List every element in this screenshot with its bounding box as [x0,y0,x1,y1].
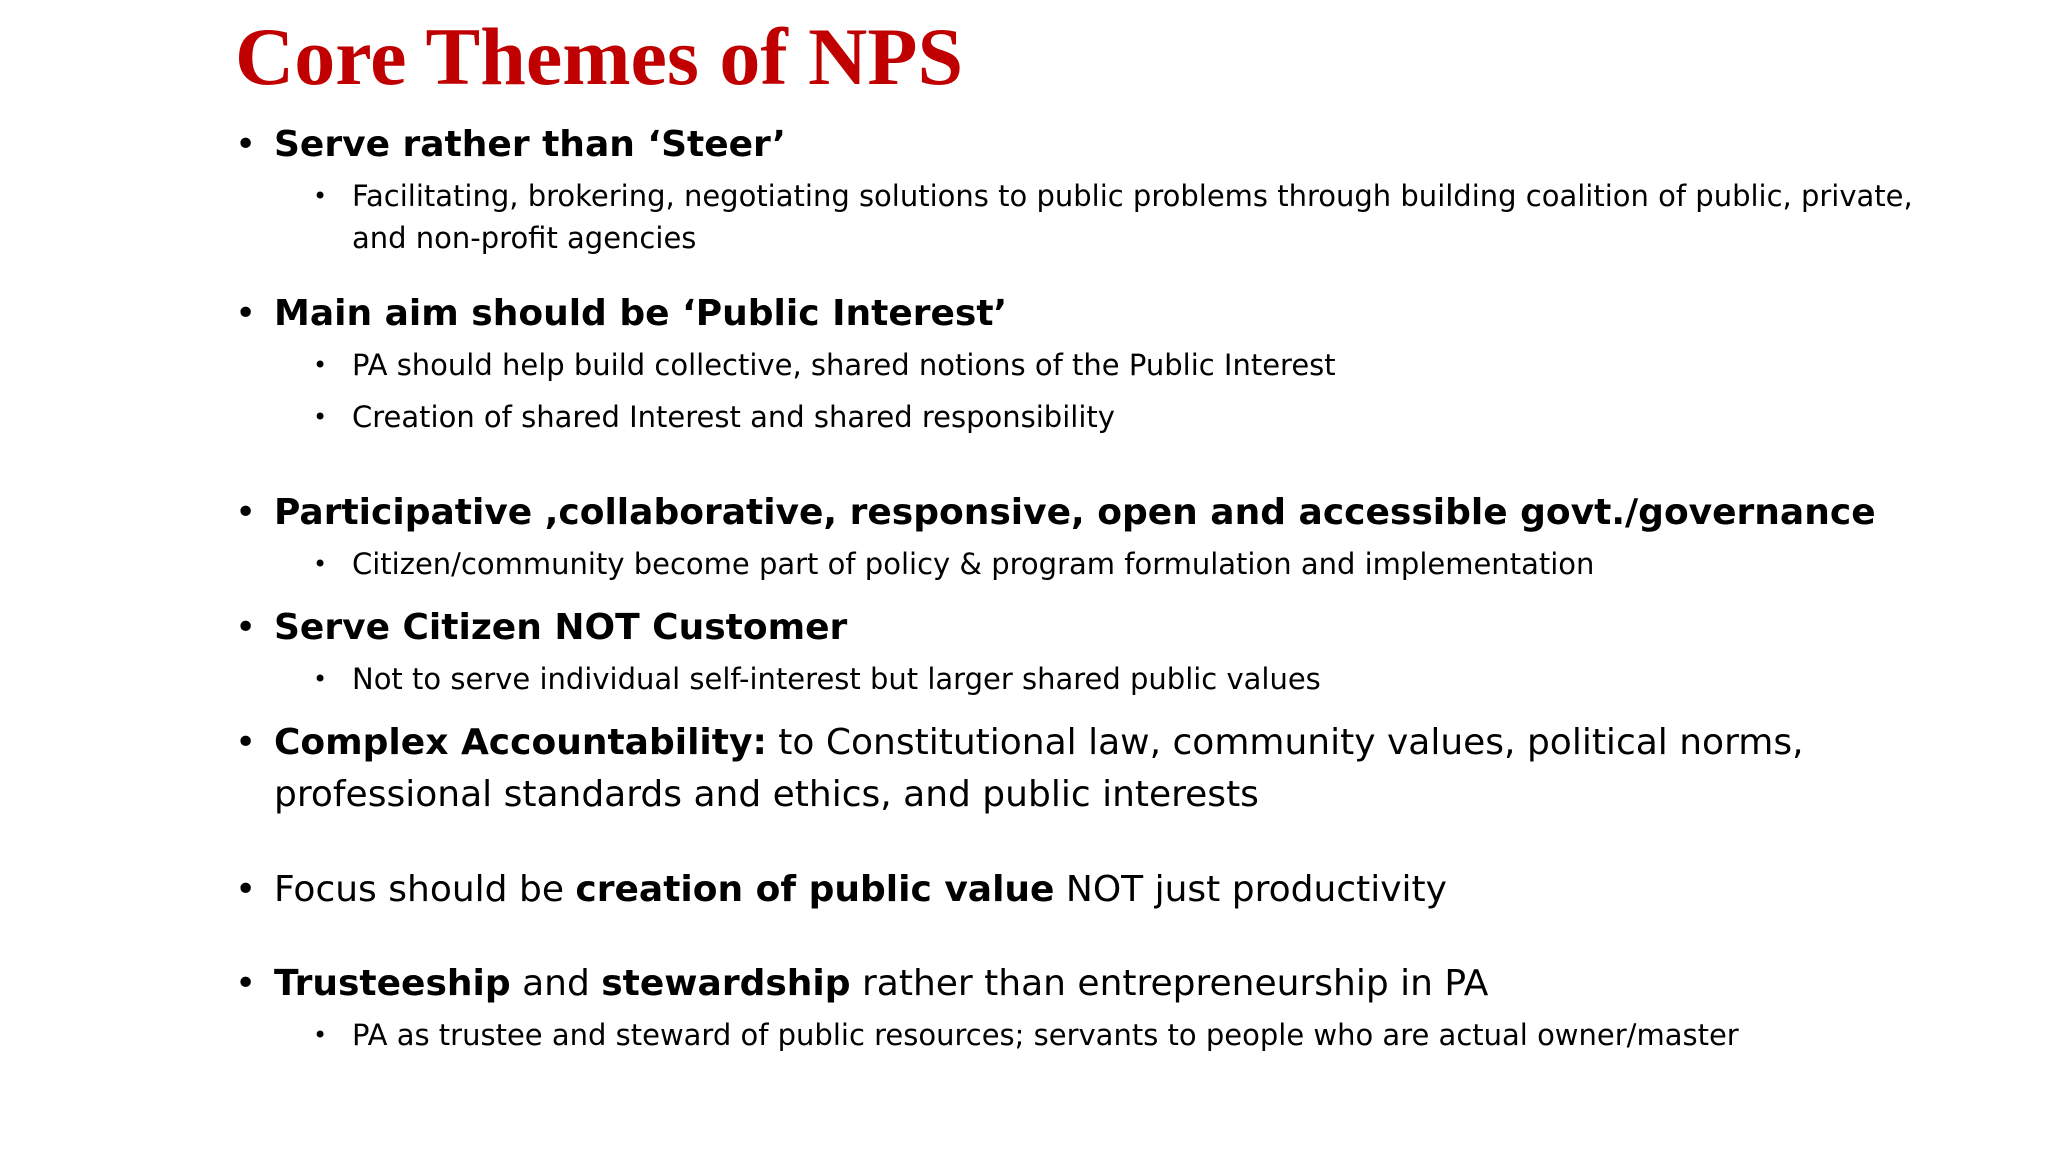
heading-text: Serve rather than ‘Steer’ [274,124,786,165]
bullet-serve-rather-than-steer [235,119,1955,259]
sub-bullet-dot: • [313,665,328,693]
sub-bullet [313,396,1955,438]
sub-bullet [313,543,1955,585]
sub-bullet-dot: • [313,351,328,379]
bullet-heading [235,119,1955,171]
bullet-heading [235,717,1955,821]
bullet-dot: • [235,492,257,533]
bullet-heading [235,864,1955,916]
sub-bullet-text: PA as trustee and steward of public resources; servants to people who are actual owner/master [352,1018,1739,1052]
heading-bold-text: Complex Accountability: [274,722,767,763]
sub-bullet [313,175,1955,259]
heading-text: Serve Citizen NOT Customer [274,607,848,648]
heading-text: NOT just productivity [1054,869,1447,910]
heading-text: Main aim should be ‘Public Interest’ [274,293,1008,334]
heading-text: to Constitutional law, community values, political norms, professional standards and ethics, and public interests [274,722,1804,815]
bullet-dot: • [235,869,257,910]
sub-bullet-text: Citizen/community become part of policy & program formulation and implementation [352,547,1595,581]
bullet-dot: • [235,293,257,334]
sub-bullet-dot: • [313,1021,328,1049]
sub-bullet-dot: • [313,550,328,578]
slide-title: Core Themes of NPS [235,11,964,102]
heading-text: Focus should be [274,869,576,910]
sub-bullet-dot: • [313,403,328,431]
bullet-heading [235,602,1955,654]
heading-text: Participative ,collaborative, responsive, open and accessible govt./governance [274,492,1876,533]
bullet-heading [235,487,1955,539]
sub-bullet-text: PA should help build collective, shared notions of the Public Interest [352,348,1336,382]
sub-bullet [313,344,1955,386]
heading-bold-text: creation of public value [575,869,1055,910]
sub-bullet-text: Not to serve individual self-interest but larger shared public values [352,662,1321,696]
bullet-dot: • [235,124,257,165]
bullet-dot: • [235,607,257,648]
heading-text: rather than entrepreneurship in PA [850,963,1489,1004]
heading-bold-text: Trusteeship [274,963,511,1004]
bullet-participative-governance [235,487,1955,585]
heading-bold-text: stewardship [601,963,851,1004]
bullet-heading [235,958,1955,1010]
bullet-public-interest [235,288,1955,438]
sub-bullet-text: Facilitating, brokering, negotiating solutions to public problems through building coalition of public, private, and non-profit agencies [352,179,1913,255]
bullet-trusteeship [235,958,1955,1056]
sub-bullet [313,658,1955,700]
sub-bullet [313,1014,1955,1056]
bullet-dot: • [235,963,257,1004]
sub-bullet-text: Creation of shared Interest and shared responsibility [352,400,1115,434]
bullet-serve-citizen [235,602,1955,700]
bullet-dot: • [235,722,257,763]
sub-bullet-dot: • [313,182,328,210]
bullet-heading [235,288,1955,340]
heading-text: and [510,963,602,1004]
bullet-public-value [235,864,1955,916]
bullet-complex-accountability [235,717,1955,821]
